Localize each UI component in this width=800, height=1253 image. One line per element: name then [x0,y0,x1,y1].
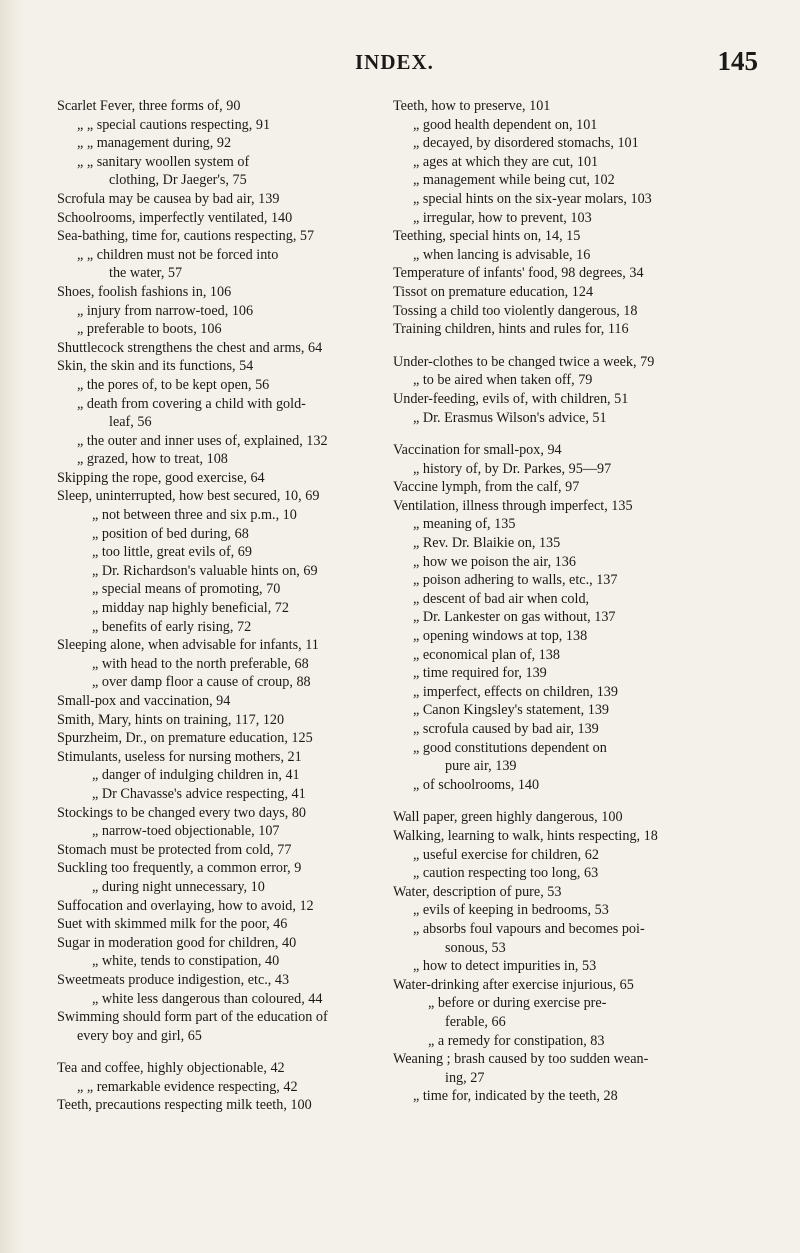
index-entry: „ imperfect, effects on children, 139 [413,683,618,700]
index-entry: „ „ sanitary woollen system of [77,153,250,170]
index-entry: Stomach must be protected from cold, 77 [57,841,292,858]
index-entry: leaf, 56 [109,414,152,431]
index-entry: „ not between three and six p.m., 10 [92,507,297,524]
index-entry: „ decayed, by disordered stomachs, 101 [413,135,639,152]
index-entry: „ before or during exercise pre- [428,995,607,1012]
index-entry: Water, description of pure, 53 [393,883,562,900]
index-entry: Sleep, uninterrupted, how best secured, 10, 69 [57,488,320,505]
index-entry: Wall paper, green highly dangerous, 100 [393,809,623,826]
index-entry: „ the outer and inner uses of, explained, 132 [77,432,328,449]
index-entry: the water, 57 [109,265,183,282]
index-entry: „ „ children must not be forced into [77,246,279,263]
section-gap [393,339,768,353]
index-entry: Scrofula may be causea by bad air, 139 [57,190,280,207]
index-entry: „ time required for, 139 [413,665,547,682]
index-entry: ing, 27 [445,1069,485,1086]
index-entry: „ how to detect impurities in, 53 [413,958,597,975]
index-entry: Stockings to be changed every two days, 80 [57,804,307,821]
index-entry: „ management while being cut, 102 [413,172,615,189]
index-entry: Under-feeding, evils of, with children, 51 [393,390,629,407]
index-entry: „ narrow-toed objectionable, 107 [92,823,280,840]
index-entry: „ good constitutions dependent on [413,739,607,756]
page-header [0,46,800,84]
index-entry: „ position of bed during, 68 [92,525,249,542]
index-entry: „ scrofula caused by bad air, 139 [413,721,599,737]
index-entry: clothing, Dr Jaeger's, 75 [109,172,247,189]
index-entry: „ evils of keeping in bedrooms, 53 [413,902,609,919]
index-entry: Tissot on premature education, 124 [393,283,594,300]
index-entry: Sugar in moderation good for children, 40 [57,934,297,951]
index-entry: „ injury from narrow-toed, 106 [77,302,254,319]
index-entry: Weaning ; brash caused by too sudden wean- [393,1051,649,1068]
index-entry: „ preferable to boots, 106 [77,321,222,338]
index-entry: „ death from covering a child with gold- [77,395,306,412]
page-gutter-shadow [0,0,22,1253]
index-entry: Small-pox and vaccination, 94 [57,693,231,709]
index-entry: Vaccine lymph, from the calf, 97 [393,479,580,496]
index-entry: Skin, the skin and its functions, 54 [57,358,254,375]
index-entry: „ ages at which they are cut, 101 [413,153,599,170]
index-entry: Training children, hints and rules for, 116 [393,321,629,338]
index-entry: Swimming should form part of the education of [57,1009,328,1026]
index-entry: „ descent of bad air when cold, [413,590,590,607]
index-entry: „ when lancing is advisable, 16 [413,246,591,263]
index-entry: Smith, Mary, hints on training, 117, 120 [57,711,285,728]
index-entry: pure air, 139 [445,758,517,775]
index-entry: „ opening windows at top, 138 [413,628,588,645]
section-gap [393,427,768,441]
index-entry: Suet with skimmed milk for the poor, 46 [57,916,288,933]
index-entry: „ Dr Chavasse's advice respecting, 41 [92,785,306,802]
section-gap [393,794,768,808]
index-entry: „ with head to the north preferable, 68 [92,655,309,672]
section-gap [57,1045,377,1059]
index-entry: Vaccination for small-pox, 94 [393,442,562,459]
index-entry: „ of schoolrooms, 140 [413,776,540,793]
index-entry: „ good health dependent on, 101 [413,116,598,133]
index-entry: Sleeping alone, when advisable for infants, 11 [57,637,319,654]
index-entry: Walking, learning to walk, hints respecting, 18 [393,827,658,844]
index-entry: „ Dr. Richardson's valuable hints on, 69 [92,562,318,579]
index-column-left [57,97,377,1115]
index-entry: Spurzheim, Dr., on premature education, 125 [57,730,313,747]
index-entry: Skipping the rope, good exercise, 64 [57,469,265,486]
index-entry: „ „ special cautions respecting, 91 [77,116,271,133]
index-entry: Under-clothes to be changed twice a week, 79 [393,353,655,370]
index-entry: „ grazed, how to treat, 108 [77,451,228,468]
index-entry: Shoes, foolish fashions in, 106 [57,283,232,300]
index-entry: „ Dr. Erasmus Wilson's advice, 51 [413,409,607,426]
index-entry: „ Rev. Dr. Blaikie on, 135 [413,535,561,552]
index-entry: „ too little, great evils of, 69 [92,544,252,561]
index-entry: every boy and girl, 65 [77,1027,202,1044]
index-entry: „ benefits of early rising, 72 [92,618,252,635]
index-entry: sonous, 53 [445,939,506,956]
running-title: INDEX. [355,50,434,74]
index-entry: Tea and coffee, highly objectionable, 42 [57,1060,285,1077]
index-entry: „ a remedy for constipation, 83 [428,1032,605,1049]
index-entry: Suckling too frequently, a common error, 9 [57,860,302,877]
index-entry: „ white, tends to constipation, 40 [92,953,280,970]
index-entry: „ absorbs foul vapours and becomes poi- [413,920,645,937]
index-entry: „ poison adhering to walls, etc., 137 [413,572,618,589]
index-entry: „ economical plan of, 138 [413,646,560,663]
index-entry: Teeth, how to preserve, 101 [393,98,551,114]
index-entry: „ to be aired when taken off, 79 [413,372,593,389]
index-entry: Suffocation and overlaying, how to avoid, 12 [57,897,314,914]
index-entry: ferable, 66 [445,1013,506,1030]
index-entry: „ over damp floor a cause of croup, 88 [92,674,311,691]
index-entry: „ danger of indulging children in, 41 [92,767,300,784]
index-entry: Schoolrooms, imperfectly ventilated, 140 [57,209,293,226]
index-entry: „ irregular, how to prevent, 103 [413,209,592,226]
index-entry: „ time for, indicated by the teeth, 28 [413,1088,618,1105]
index-entry: Temperature of infants' food, 98 degrees, 34 [393,265,644,282]
index-entry: Stimulants, useless for nursing mothers, 21 [57,748,302,765]
index-entry: „ during night unnecessary, 10 [92,878,265,895]
index-entry: „ special hints on the six-year molars, 103 [413,190,652,207]
index-entry: „ special means of promoting, 70 [92,581,281,598]
index-entry: „ white less dangerous than coloured, 44 [92,990,323,1007]
index-entry: „ Dr. Lankester on gas without, 137 [413,609,616,626]
index-entry: „ midday nap highly beneficial, 72 [92,600,289,617]
index-entry: Ventilation, illness through imperfect, 135 [393,497,633,514]
index-entry: „ „ remarkable evidence respecting, 42 [77,1078,298,1095]
index-entry: „ Canon Kingsley's statement, 139 [413,702,610,719]
index-entry: Tossing a child too violently dangerous, 18 [393,302,638,319]
index-entry: Scarlet Fever, three forms of, 90 [57,98,241,114]
index-entry: Sea-bathing, time for, cautions respecting, 57 [57,228,315,245]
index-entry: „ „ management during, 92 [77,135,232,152]
index-entry: „ useful exercise for children, 62 [413,846,599,863]
index-column-right [393,97,768,1106]
index-entry: Shuttlecock strengthens the chest and arms, 64 [57,339,323,356]
index-entry: „ caution respecting too long, 63 [413,865,599,882]
index-entry: Sweetmeats produce indigestion, etc., 43 [57,971,290,988]
index-entry: Teething, special hints on, 14, 15 [393,228,581,245]
index-entry: „ how we poison the air, 136 [413,553,576,570]
index-entry: Water-drinking after exercise injurious, 65 [393,976,634,993]
index-entry: „ history of, by Dr. Parkes, 95—97 [413,460,612,477]
index-entry: „ meaning of, 135 [413,516,516,533]
index-entry: Teeth, precautions respecting milk teeth, 100 [57,1097,312,1114]
index-entry: „ the pores of, to be kept open, 56 [77,376,270,393]
page-number: 145 [717,46,758,76]
